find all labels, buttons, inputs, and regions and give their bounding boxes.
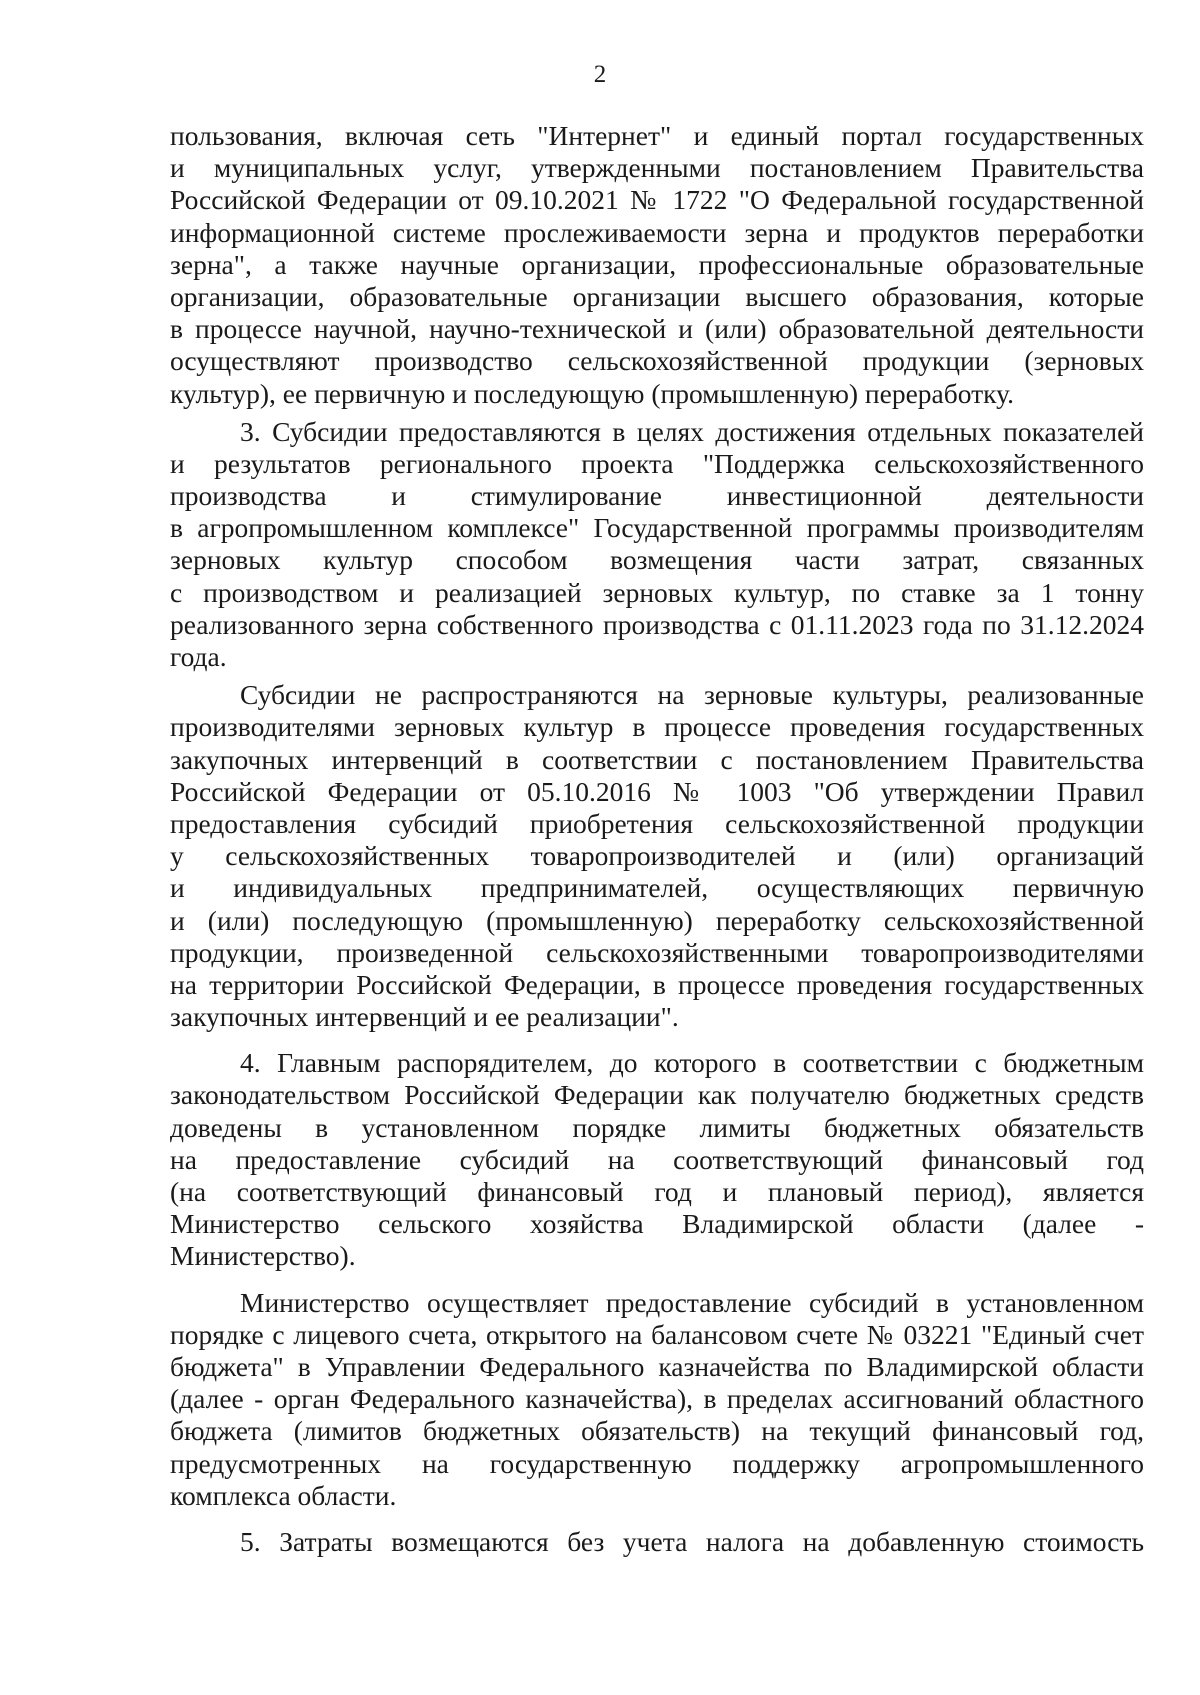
text-line: информационной системе прослеживаемости зерна и продуктов переработки [170, 216, 1144, 248]
text-line: (далее - орган Федерального казначейства), в пределах ассигнований областного [170, 1383, 1144, 1415]
text-line: осуществляют производство сельскохозяйственной продукции (зерновых [170, 345, 1144, 377]
text-line: года. [170, 641, 227, 672]
text-line: у сельскохозяйственных товаропроизводителей и (или) организаций [170, 840, 1144, 872]
text-line: организации, образовательные организации высшего образования, которые [170, 280, 1144, 312]
text-line: доведены в установленном порядке лимиты бюджетных обязательств [170, 1111, 1144, 1143]
text-line: Российской Федерации от 05.10.2016 № 1003 "Об утверждении Правил [170, 775, 1144, 807]
text-line: пользования, включая сеть "Интернет" и единый портал государственных [170, 120, 1144, 151]
text-line: реализованного зерна собственного производства с 01.11.2023 года по 31.12.2024 [170, 608, 1144, 640]
document-body [170, 120, 1144, 1558]
text-line: зерна", а также научные организации, профессиональные образовательные [170, 248, 1144, 280]
paragraph-first-line: Министерство осуществляет предоставление субсидий в установленном [240, 1286, 1144, 1318]
text-line: с производством и реализацией зерновых культур, по ставке за 1 тонну [170, 576, 1144, 608]
text-line: на территории Российской Федерации, в процессе проведения государственных [170, 968, 1144, 1000]
text-line: в агропромышленном комплексе" Государственной программы производителям [170, 512, 1144, 544]
text-line: комплекса области. [170, 1479, 397, 1511]
page-number: 2 [593, 61, 607, 88]
text-line: Министерство). [170, 1240, 356, 1272]
paragraph-first-line: Субсидии не распространяются на зерновые культуры, реализованные [240, 679, 1144, 711]
text-line: бюджета (лимитов бюджетных обязательств) на текущий финансовый год, [170, 1415, 1144, 1447]
paragraph-4-first-line: 4. Главным распорядителем, до которого в соответствии с бюджетным [240, 1047, 1144, 1079]
text-line: законодательством Российской Федерации как получателю бюджетных средств [170, 1079, 1144, 1111]
text-line: закупочных интервенций и ее реализации". [170, 1001, 679, 1033]
text-line: закупочных интервенций в соответствии с постановлением Правительства [170, 743, 1144, 775]
text-line: на предоставление субсидий на соответствующий финансовый год [170, 1143, 1144, 1175]
text-line: в процессе научной, научно-технической и (или) образовательной деятельности [170, 313, 1144, 345]
text-line: продукции, произведенной сельскохозяйственными товаропроизводителями [170, 936, 1144, 968]
text-line: производства и стимулирование инвестиционной деятельности [170, 480, 1144, 512]
text-line: предусмотренных на государственную поддержку агропромышленного [170, 1447, 1144, 1479]
text-line: и результатов регионального проекта "Поддержка сельскохозяйственного [170, 447, 1144, 479]
text-line: Министерство сельского хозяйства Владимирской области (далее - [170, 1208, 1144, 1240]
paragraph-5-first-line: 5. Затраты возмещаются без учета налога на добавленную стоимость [240, 1525, 1144, 1557]
text-line: производителями зерновых культур в процессе проведения государственных [170, 711, 1144, 743]
text-line: культур), ее первичную и последующую (промышленную) переработку. [170, 377, 1014, 409]
text-line: и муниципальных услуг, утвержденными постановлением Правительства [170, 152, 1144, 184]
text-line: Российской Федерации от 09.10.2021 № 1722 "О Федеральной государственной [170, 184, 1144, 216]
text-line: и индивидуальных предпринимателей, осуществляющих первичную [170, 872, 1144, 904]
text-line: и (или) последующую (промышленную) переработку сельскохозяйственной [170, 904, 1144, 936]
text-line: порядке с лицевого счета, открытого на балансовом счете № 03221 "Единый счет [170, 1318, 1144, 1350]
text-line: зерновых культур способом возмещения части затрат, связанных [170, 544, 1144, 576]
text-line: бюджета" в Управлении Федерального казначейства по Владимирской области [170, 1350, 1144, 1382]
text-line: предоставления субсидий приобретения сельскохозяйственной продукции [170, 807, 1144, 839]
paragraph-3-first-line: 3. Субсидии предоставляются в целях достижения отдельных показателей [240, 415, 1144, 447]
text-line: (на соответствующий финансовый год и плановый период), является [170, 1176, 1144, 1207]
